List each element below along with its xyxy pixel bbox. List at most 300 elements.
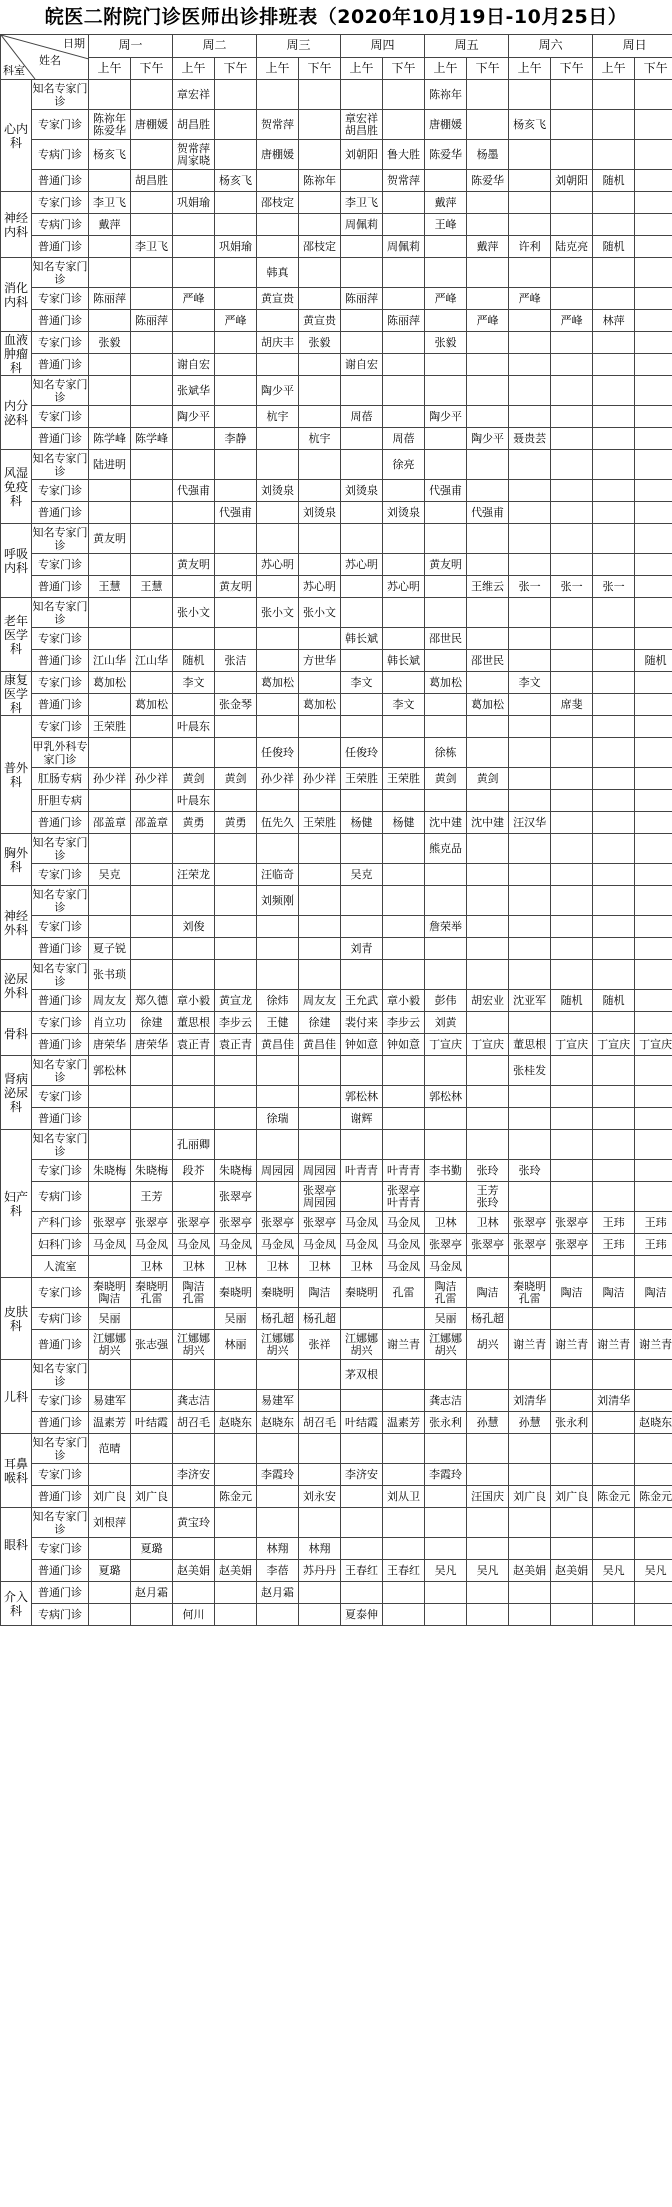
schedule-cell: 马金凤 xyxy=(341,1212,383,1234)
schedule-cell: 代强甫 xyxy=(173,480,215,502)
schedule-cell xyxy=(173,140,215,170)
schedule-cell: 徐建 xyxy=(299,1012,341,1034)
clinic-type: 知名专家门诊 xyxy=(32,1057,88,1084)
schedule-cell xyxy=(89,170,131,192)
schedule-cell xyxy=(509,650,551,672)
schedule-cell xyxy=(635,1582,672,1604)
clinic-type: 知名专家门诊 xyxy=(32,525,88,552)
schedule-cell: 周佩莉 xyxy=(341,214,383,236)
schedule-cell xyxy=(341,1538,383,1560)
schedule-cell xyxy=(173,450,215,480)
schedule-cell: 代强甫 xyxy=(425,480,467,502)
schedule-table xyxy=(0,34,672,1626)
clinic-type: 专病门诊 xyxy=(32,1308,89,1330)
schedule-cell: 徐瑞 xyxy=(257,1108,299,1130)
table-row xyxy=(1,140,672,170)
schedule-cell xyxy=(593,738,635,768)
pm-header: 下午 xyxy=(383,57,425,80)
schedule-cell: 吴凡 xyxy=(593,1560,635,1582)
schedule-cell xyxy=(215,1582,257,1604)
schedule-cell xyxy=(257,1486,299,1508)
schedule-cell xyxy=(173,628,215,650)
schedule-cell xyxy=(173,834,215,864)
schedule-cell xyxy=(509,1308,551,1330)
doctor-name: 张玲 xyxy=(476,1195,499,1209)
schedule-cell: 孙少祥 xyxy=(257,768,299,790)
schedule-cell xyxy=(89,694,131,716)
schedule-cell xyxy=(89,790,131,812)
schedule-cell xyxy=(509,1464,551,1486)
schedule-cell xyxy=(635,738,672,768)
schedule-cell xyxy=(467,1604,509,1626)
schedule-cell xyxy=(383,524,425,554)
clinic-type: 普通门诊 xyxy=(32,502,89,524)
schedule-cell xyxy=(299,354,341,376)
schedule-cell xyxy=(551,960,593,990)
clinic-type: 专家门诊 xyxy=(32,288,89,310)
schedule-cell xyxy=(257,236,299,258)
schedule-cell xyxy=(173,1308,215,1330)
schedule-cell: 黄宝玲 xyxy=(173,1508,215,1538)
schedule-cell xyxy=(425,1130,467,1160)
schedule-cell: 韩长斌 xyxy=(383,650,425,672)
schedule-cell xyxy=(425,960,467,990)
schedule-cell xyxy=(131,1308,173,1330)
schedule-cell xyxy=(425,1056,467,1086)
schedule-cell xyxy=(383,1056,425,1086)
schedule-cell: 张一 xyxy=(593,576,635,598)
schedule-cell xyxy=(131,864,173,886)
schedule-cell xyxy=(593,376,635,406)
schedule-cell: 黄友明 xyxy=(215,576,257,598)
department-name: 骨科 xyxy=(1,1012,32,1056)
schedule-cell xyxy=(341,960,383,990)
schedule-cell xyxy=(383,834,425,864)
table-row xyxy=(1,80,672,110)
schedule-cell: 张翠亭 xyxy=(551,1234,593,1256)
schedule-cell xyxy=(299,554,341,576)
am-header: 上午 xyxy=(425,57,467,80)
schedule-cell xyxy=(593,938,635,960)
schedule-cell: 陶少平 xyxy=(425,406,467,428)
schedule-cell xyxy=(215,192,257,214)
schedule-cell xyxy=(383,916,425,938)
schedule-cell: 叶结霞 xyxy=(131,1412,173,1434)
schedule-cell xyxy=(341,258,383,288)
schedule-cell: 谢辉 xyxy=(341,1108,383,1130)
schedule-cell xyxy=(215,1086,257,1108)
schedule-cell xyxy=(341,110,383,140)
schedule-cell xyxy=(509,1182,551,1212)
schedule-cell xyxy=(467,1582,509,1604)
schedule-cell xyxy=(467,672,509,694)
schedule-cell xyxy=(425,354,467,376)
schedule-cell xyxy=(425,1182,467,1212)
schedule-cell xyxy=(509,332,551,354)
schedule-cell xyxy=(341,524,383,554)
doctor-name: 江娜娜 xyxy=(345,1331,379,1345)
table-row xyxy=(1,598,672,628)
schedule-cell: 王春红 xyxy=(383,1560,425,1582)
schedule-cell xyxy=(593,1108,635,1130)
department-name: 介入科 xyxy=(1,1582,32,1626)
table-row xyxy=(1,428,672,450)
table-row xyxy=(1,990,672,1012)
schedule-cell xyxy=(299,110,341,140)
schedule-cell xyxy=(509,354,551,376)
schedule-cell xyxy=(467,288,509,310)
table-row xyxy=(1,694,672,716)
clinic-type: 甲乳外科专家门诊 xyxy=(32,739,88,766)
schedule-cell xyxy=(467,1256,509,1278)
schedule-cell xyxy=(131,80,173,110)
schedule-cell xyxy=(425,716,467,738)
schedule-cell: 林萍 xyxy=(593,310,635,332)
schedule-cell xyxy=(467,598,509,628)
schedule-cell: 陈丽萍 xyxy=(89,288,131,310)
schedule-cell xyxy=(215,110,257,140)
schedule-cell xyxy=(509,170,551,192)
schedule-cell xyxy=(467,480,509,502)
schedule-cell xyxy=(593,834,635,864)
schedule-cell xyxy=(635,1056,672,1086)
schedule-cell xyxy=(509,310,551,332)
department-name: 眼科 xyxy=(1,1508,32,1582)
schedule-cell xyxy=(131,376,173,406)
schedule-cell xyxy=(551,140,593,170)
schedule-cell: 刘朝阳 xyxy=(341,140,383,170)
clinic-type: 普通门诊 xyxy=(32,812,89,834)
schedule-cell xyxy=(551,916,593,938)
schedule-cell xyxy=(173,1360,215,1390)
schedule-cell xyxy=(173,960,215,990)
schedule-cell xyxy=(509,376,551,406)
schedule-cell xyxy=(551,1182,593,1212)
table-row xyxy=(1,1130,672,1160)
doctor-name: 胡兴 xyxy=(182,1343,205,1357)
schedule-cell xyxy=(593,790,635,812)
schedule-cell xyxy=(425,376,467,406)
schedule-cell xyxy=(341,886,383,916)
table-row xyxy=(1,332,672,354)
schedule-cell xyxy=(131,834,173,864)
am-header: 上午 xyxy=(89,57,131,80)
schedule-cell: 刘广良 xyxy=(509,1486,551,1508)
schedule-cell xyxy=(89,1538,131,1560)
schedule-cell xyxy=(131,524,173,554)
schedule-cell xyxy=(593,450,635,480)
schedule-cell: 张永利 xyxy=(425,1412,467,1434)
clinic-type: 知名专家门诊 xyxy=(32,81,88,108)
day-header: 周三 xyxy=(257,35,341,58)
table-row xyxy=(1,1434,672,1464)
schedule-cell: 唐荣华 xyxy=(131,1034,173,1056)
schedule-cell xyxy=(551,376,593,406)
schedule-cell: 江山华 xyxy=(131,650,173,672)
schedule-cell: 张玲 xyxy=(467,1160,509,1182)
schedule-cell xyxy=(341,1434,383,1464)
schedule-cell xyxy=(89,236,131,258)
schedule-cell xyxy=(341,1508,383,1538)
schedule-cell: 周佩莉 xyxy=(383,236,425,258)
schedule-cell: 张小文 xyxy=(257,598,299,628)
schedule-cell: 沈中建 xyxy=(467,812,509,834)
schedule-cell xyxy=(593,1182,635,1212)
schedule-cell: 严峰 xyxy=(215,310,257,332)
schedule-cell: 袁正青 xyxy=(173,1034,215,1056)
clinic-type: 知名专家门诊 xyxy=(32,1131,88,1158)
schedule-cell: 李步云 xyxy=(383,1012,425,1034)
schedule-cell xyxy=(173,738,215,768)
schedule-cell xyxy=(635,1508,672,1538)
schedule-cell xyxy=(593,1056,635,1086)
schedule-cell: 邵盖章 xyxy=(131,812,173,834)
table-row xyxy=(1,716,672,738)
clinic-type: 普通门诊 xyxy=(32,1108,89,1130)
table-row xyxy=(1,214,672,236)
schedule-cell xyxy=(551,790,593,812)
department-name: 风湿免疫科 xyxy=(1,450,32,524)
schedule-cell xyxy=(257,428,299,450)
schedule-cell: 黄勇 xyxy=(215,812,257,834)
clinic-type: 妇科门诊 xyxy=(32,1234,89,1256)
clinic-type: 知名专家门诊 xyxy=(32,259,88,286)
schedule-cell: 温素芳 xyxy=(383,1412,425,1434)
schedule-cell xyxy=(551,1538,593,1560)
schedule-cell xyxy=(383,1182,425,1212)
schedule-cell xyxy=(467,738,509,768)
schedule-cell xyxy=(89,258,131,288)
schedule-cell: 葛加松 xyxy=(89,672,131,694)
schedule-cell xyxy=(299,376,341,406)
schedule-cell xyxy=(89,1256,131,1278)
schedule-cell xyxy=(341,1130,383,1160)
pm-header: 下午 xyxy=(635,57,672,80)
schedule-cell xyxy=(383,1538,425,1560)
schedule-cell: 夏璐 xyxy=(131,1538,173,1560)
doctor-name: 秦晓明 xyxy=(93,1279,126,1293)
schedule-cell xyxy=(593,1130,635,1160)
schedule-cell: 马金凤 xyxy=(341,1234,383,1256)
schedule-cell xyxy=(509,864,551,886)
schedule-cell: 谢自宏 xyxy=(341,354,383,376)
schedule-cell: 谢兰青 xyxy=(635,1330,672,1360)
department-name: 血液肿瘤科 xyxy=(1,332,32,376)
schedule-cell xyxy=(467,1508,509,1538)
schedule-cell: 王玮 xyxy=(635,1212,672,1234)
schedule-cell: 黄友明 xyxy=(173,554,215,576)
schedule-cell: 龚志洁 xyxy=(425,1390,467,1412)
schedule-cell xyxy=(593,428,635,450)
schedule-cell xyxy=(89,502,131,524)
schedule-cell xyxy=(89,628,131,650)
schedule-cell: 胡兴 xyxy=(467,1330,509,1360)
schedule-cell xyxy=(131,214,173,236)
schedule-cell: 杨孔超 xyxy=(299,1308,341,1330)
schedule-cell xyxy=(299,1056,341,1086)
schedule-cell xyxy=(131,554,173,576)
schedule-cell: 张翠亭 xyxy=(215,1212,257,1234)
schedule-cell xyxy=(383,1130,425,1160)
schedule-cell xyxy=(425,310,467,332)
table-row xyxy=(1,864,672,886)
department-name: 肾病泌尿科 xyxy=(1,1056,32,1130)
schedule-cell xyxy=(509,480,551,502)
schedule-cell xyxy=(131,1278,173,1308)
schedule-cell xyxy=(551,192,593,214)
schedule-cell xyxy=(383,80,425,110)
schedule-cell xyxy=(131,1360,173,1390)
schedule-cell xyxy=(383,332,425,354)
clinic-type: 知名专家门诊 xyxy=(32,887,88,914)
schedule-cell: 范晴 xyxy=(89,1434,131,1464)
schedule-cell: 任俊玲 xyxy=(257,738,299,768)
schedule-cell xyxy=(551,598,593,628)
schedule-cell xyxy=(551,812,593,834)
schedule-cell: 易建军 xyxy=(89,1390,131,1412)
schedule-cell xyxy=(383,1604,425,1626)
schedule-cell: 贺常萍 xyxy=(257,110,299,140)
schedule-cell xyxy=(635,110,672,140)
page-title: 皖医二附院门诊医师出诊排班表（2020年10月19日-10月25日） xyxy=(44,6,628,28)
table-row xyxy=(1,834,672,864)
schedule-cell xyxy=(635,310,672,332)
schedule-cell: 李济安 xyxy=(173,1464,215,1486)
schedule-cell xyxy=(131,1390,173,1412)
table-row xyxy=(1,916,672,938)
schedule-cell xyxy=(467,790,509,812)
table-row xyxy=(1,1212,672,1234)
schedule-cell: 章小毅 xyxy=(173,990,215,1012)
schedule-cell: 李静 xyxy=(215,428,257,450)
schedule-cell xyxy=(215,738,257,768)
schedule-cell xyxy=(593,1604,635,1626)
schedule-cell xyxy=(551,1056,593,1086)
schedule-cell: 杨孔超 xyxy=(257,1308,299,1330)
schedule-cell xyxy=(551,406,593,428)
schedule-cell: 叶结霞 xyxy=(341,1412,383,1434)
schedule-cell xyxy=(635,288,672,310)
schedule-cell xyxy=(257,1086,299,1108)
schedule-cell xyxy=(635,576,672,598)
table-row xyxy=(1,354,672,376)
schedule-cell xyxy=(635,214,672,236)
schedule-cell xyxy=(425,1538,467,1560)
schedule-cell: 唐棚媛 xyxy=(257,140,299,170)
schedule-cell xyxy=(299,140,341,170)
schedule-cell: 随机 xyxy=(593,236,635,258)
schedule-cell xyxy=(131,406,173,428)
pm-header: 下午 xyxy=(215,57,257,80)
schedule-cell xyxy=(299,864,341,886)
clinic-type: 人流室 xyxy=(32,1256,89,1278)
schedule-cell xyxy=(341,598,383,628)
schedule-cell: 赵美娟 xyxy=(215,1560,257,1582)
schedule-cell: 刘烫泉 xyxy=(341,480,383,502)
schedule-cell xyxy=(509,790,551,812)
table-row xyxy=(1,310,672,332)
schedule-cell xyxy=(467,1390,509,1412)
schedule-cell xyxy=(215,1360,257,1390)
schedule-cell: 刘朝阳 xyxy=(551,170,593,192)
schedule-cell xyxy=(509,834,551,864)
schedule-cell: 汪临奇 xyxy=(257,864,299,886)
schedule-cell xyxy=(551,524,593,554)
schedule-cell xyxy=(341,1486,383,1508)
schedule-cell xyxy=(635,1108,672,1130)
doctor-name: 孔雷 xyxy=(434,1291,457,1305)
schedule-cell xyxy=(635,1256,672,1278)
schedule-cell xyxy=(215,1604,257,1626)
department-name: 胸外科 xyxy=(1,834,32,886)
department-name: 心内科 xyxy=(1,80,32,192)
schedule-cell xyxy=(89,354,131,376)
schedule-cell xyxy=(215,214,257,236)
doctor-name: 孔雷 xyxy=(140,1291,163,1305)
schedule-cell xyxy=(635,1464,672,1486)
schedule-cell: 代强甫 xyxy=(467,502,509,524)
schedule-cell: 胡昌胜 xyxy=(173,110,215,140)
schedule-cell xyxy=(173,310,215,332)
schedule-cell: 胡庆丰 xyxy=(257,332,299,354)
clinic-type: 普通门诊 xyxy=(32,1034,89,1056)
schedule-cell xyxy=(215,916,257,938)
schedule-cell xyxy=(257,1182,299,1212)
schedule-cell xyxy=(509,450,551,480)
schedule-cell xyxy=(383,258,425,288)
schedule-cell: 叶青青 xyxy=(341,1160,383,1182)
table-row xyxy=(1,1012,672,1034)
table-row xyxy=(1,1160,672,1182)
schedule-cell xyxy=(635,192,672,214)
schedule-cell xyxy=(173,428,215,450)
table-row xyxy=(1,628,672,650)
schedule-cell: 张书琐 xyxy=(89,960,131,990)
schedule-cell xyxy=(89,554,131,576)
schedule-cell xyxy=(131,1130,173,1160)
schedule-cell xyxy=(173,1582,215,1604)
schedule-cell xyxy=(467,406,509,428)
am-header: 上午 xyxy=(509,57,551,80)
clinic-type: 普通门诊 xyxy=(32,1412,89,1434)
schedule-cell xyxy=(509,738,551,768)
schedule-cell: 李卫飞 xyxy=(341,192,383,214)
schedule-cell xyxy=(425,886,467,916)
schedule-cell xyxy=(131,938,173,960)
schedule-cell: 杨健 xyxy=(341,812,383,834)
schedule-cell: 卫林 xyxy=(173,1256,215,1278)
clinic-type: 专家门诊 xyxy=(32,1160,89,1182)
schedule-cell xyxy=(383,1434,425,1464)
schedule-cell xyxy=(551,450,593,480)
am-header: 上午 xyxy=(341,57,383,80)
schedule-cell xyxy=(593,1308,635,1330)
schedule-cell xyxy=(131,1604,173,1626)
schedule-cell xyxy=(551,1464,593,1486)
schedule-cell: 孙少祥 xyxy=(89,768,131,790)
schedule-cell xyxy=(299,1582,341,1604)
doctor-name: 贺常萍 xyxy=(177,141,211,155)
schedule-cell: 卫林 xyxy=(131,1256,173,1278)
schedule-cell xyxy=(467,1182,509,1212)
clinic-type: 专家门诊 xyxy=(32,672,89,694)
schedule-cell: 赵晓东 xyxy=(257,1412,299,1434)
schedule-cell xyxy=(425,428,467,450)
schedule-cell: 黄剑 xyxy=(215,768,257,790)
schedule-cell: 王允武 xyxy=(341,990,383,1012)
schedule-cell xyxy=(215,886,257,916)
doctor-name: 章宏祥 xyxy=(345,111,379,125)
